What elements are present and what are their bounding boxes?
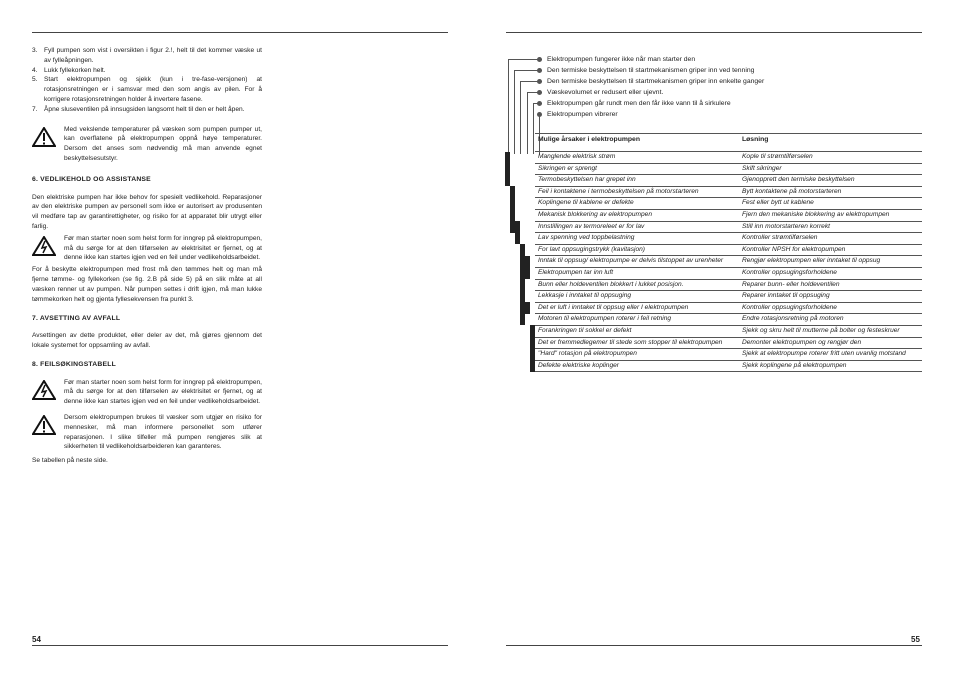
heading-troubleshooting: 8. FEILSØKINGSTABELL bbox=[32, 360, 116, 368]
symptom-item bbox=[540, 109, 764, 120]
symptom-text: Den termiske beskyttelsen til startmekanismen griper inn enkelte ganger bbox=[547, 78, 765, 85]
solution-cell: Reparer inntaket til oppsuging bbox=[739, 291, 922, 303]
list-number: 5. bbox=[32, 76, 38, 84]
electric-hazard-icon bbox=[32, 234, 64, 263]
table-row bbox=[505, 360, 922, 372]
heading-maintenance: 6. VEDLIKEHOLD OG ASSISTANSE bbox=[32, 175, 151, 183]
paragraph-disposal: Avsettingen av dette produktet, eller deler av det, må gjøres gjennom det lokale systemet for oppsamling av avfall. bbox=[32, 332, 262, 349]
table-row bbox=[505, 233, 922, 245]
symptom-marker bbox=[530, 349, 535, 361]
solution-cell: Fest eller bytt ut kablene bbox=[739, 198, 922, 210]
table-row bbox=[505, 349, 922, 361]
table-row bbox=[505, 209, 922, 221]
warning-hazardous-liquids bbox=[32, 413, 262, 452]
warning-text: Med vekslende temperaturer på væsken som pumpen pumper ut, kan overflatene på elektropumpen oppnå høye temperaturer. Dersom det anses som nødvendig må man anvende egnet beskyttelsesutstyr. bbox=[64, 125, 262, 162]
heading-disposal: 7. AVSETTING AV AVFALL bbox=[32, 315, 121, 323]
cause-cell: Koplingene til kablene er defekte bbox=[535, 198, 739, 210]
electric-hazard-icon bbox=[32, 378, 64, 407]
list-item bbox=[32, 66, 262, 76]
paragraph-maintenance: Den elektriske pumpen har ikke behov for spesielt vedlikehold. Reparasjoner av den elektriske pumpen av personell som ikke er autorisert av produsenten vil medføre tap av garantirettigheter, og risiko for at apparatet blir utrygt eller farlig. bbox=[32, 193, 262, 230]
bullet-dot-icon bbox=[537, 57, 542, 62]
cause-cell: Inntak til oppsug/ elektropumpe er delvis tilstoppet av urenheter bbox=[535, 256, 739, 268]
cause-cell: Forankringen til sokkel er defekt bbox=[535, 325, 739, 337]
page-number-left: 54 bbox=[32, 635, 41, 644]
page-number-right: 55 bbox=[911, 635, 920, 644]
column-header-solution: Løsning bbox=[739, 134, 922, 152]
solution-cell: Fjern den mekaniske blokkering av elektropumpen bbox=[739, 209, 922, 221]
table-row bbox=[505, 221, 922, 233]
warning-triangle-icon bbox=[32, 125, 64, 164]
solution-cell: Reparer bunn- eller holdeventilen bbox=[739, 279, 922, 291]
list-text: Fyll pumpen som vist i oversikten i figur 2.!, helt til det kommer væske ut av fylleåpningen. bbox=[44, 47, 262, 64]
symptom-item bbox=[540, 54, 764, 65]
solution-cell: Kontroller strømtilførselen bbox=[739, 233, 922, 245]
cause-cell: "Hard" rotasjon på elektropumpen bbox=[535, 349, 739, 361]
warning-text: Før man starter noen som helst form for inngrep på elektropumpen, må du sørge for at den tilførselen av elektrisitet er fjernet, og at denne ikke kan startes igjen ved en feil under vedlikeholdsarbeidet. bbox=[64, 234, 262, 262]
cause-cell: Mekanisk blokkering av elektropumpen bbox=[535, 209, 739, 221]
list-text: Åpne sluseventilen på innsugsiden langsomt helt til den er helt åpen. bbox=[44, 105, 245, 113]
table-row bbox=[505, 163, 922, 175]
cause-cell: Manglende elektrisk strøm bbox=[535, 152, 739, 164]
top-rule-right bbox=[506, 32, 922, 33]
table-row bbox=[505, 186, 922, 198]
symptom-marker bbox=[530, 360, 535, 372]
table-row bbox=[505, 244, 922, 256]
symptom-marker bbox=[530, 337, 535, 349]
table-header-row bbox=[505, 134, 922, 152]
table-row bbox=[505, 302, 922, 314]
cause-cell: Lav spenning ved toppbelastning bbox=[535, 233, 739, 245]
symptom-text: Elektropumpen fungerer ikke når man starter den bbox=[547, 56, 696, 63]
column-header-cause: Mulige årsaker i elektropumpen bbox=[535, 134, 739, 152]
troubleshooting-table bbox=[505, 133, 922, 372]
solution-cell: Gjenopprett den termiske beskyttelsen bbox=[739, 175, 922, 187]
symptom-marker bbox=[530, 325, 535, 337]
symptom-text: Den termiske beskyttelsen til startmekanismen griper inn ved tenning bbox=[547, 67, 755, 74]
table-row bbox=[505, 291, 922, 303]
solution-cell: Kontroller oppsugingsforholdene bbox=[739, 267, 922, 279]
symptom-item bbox=[540, 76, 764, 87]
solution-cell: Sjekk koplingene på elektropumpen bbox=[739, 360, 922, 372]
symptom-item bbox=[540, 65, 764, 76]
list-number: 4. bbox=[32, 66, 38, 74]
solution-cell: Sjekk og skru helt til mutterne på bolter og festeskruer bbox=[739, 325, 922, 337]
list-item bbox=[32, 75, 262, 104]
table-row bbox=[505, 337, 922, 349]
cause-cell: For lavt oppsugingstrykk (kavitasjon) bbox=[535, 244, 739, 256]
left-column bbox=[32, 46, 262, 466]
cause-cell: Termobeskyttelsen har grepet inn bbox=[535, 175, 739, 187]
cause-cell: Motoren til elektropumpen roterer i feil retning bbox=[535, 314, 739, 326]
cause-cell: Det er fremmedlegemer til stede som stopper til elektropumpen bbox=[535, 337, 739, 349]
paragraph-frost: For å beskytte elektropumpen med frost må den tømmes helt og man må fjerne tømme- og fyllekorken (se fig. 2.B på side 5) på en slik måte at all væsken renner ut av pumpen. Når pumpen settes i drift igjen, må man lukke tømmekorken helt og gjenta fyllesekvensen fra punkt 3. bbox=[32, 266, 262, 303]
list-number: 3. bbox=[32, 47, 38, 54]
bullet-dot-icon bbox=[537, 68, 542, 73]
solution-cell: Bytt kontaktene på motorstarteren bbox=[739, 186, 922, 198]
list-item bbox=[32, 46, 262, 66]
cause-cell: Det er luft i inntaket til oppsug eller I elektropumpen bbox=[535, 302, 739, 314]
cause-cell: Lekkasje i inntaket til oppsuging bbox=[535, 291, 739, 303]
bottom-rule-right bbox=[506, 645, 922, 646]
warning-temperature bbox=[32, 125, 262, 164]
cause-cell: Defekte elektriske koplinger bbox=[535, 360, 739, 372]
warning-text: Dersom elektropumpen brukes til væsker som utgjør en risiko for mennesker, må man informere personellet som utfører reparasjonen. I slike tilfeller må pumpen rengjøres slik at sikkerheten til vedlikeholdsarbeideren kan garanteres. bbox=[64, 413, 262, 451]
solution-cell: Kontroller NPSH for elektropumpen bbox=[739, 244, 922, 256]
list-text: Start elektropumpen og sjekk (kun i tre-fase-versjonen) at rotasjonsretningen er i samsvar med den som angis av pilen. For å korrigere rotasjonsretningen holder å invertere fasene. bbox=[44, 76, 262, 103]
warning-electric-2 bbox=[32, 378, 262, 407]
warning-electric-1 bbox=[32, 234, 262, 263]
solution-cell: Sjekk at elektropumpe roterer fritt uten uvanlig motstand bbox=[739, 349, 922, 361]
table-row bbox=[505, 152, 922, 164]
table-row bbox=[505, 256, 922, 268]
symptom-text: Elektropumpen vibrerer bbox=[547, 111, 618, 118]
cause-cell: Innstillingen av termoreleet er for lav bbox=[535, 221, 739, 233]
solution-cell: Endre rotasjonsretning på motoren bbox=[739, 314, 922, 326]
solution-cell: Rengjør elektropumpen eller inntaket til oppsug bbox=[739, 256, 922, 268]
paragraph-see-table: Se tabellen på neste side. bbox=[32, 457, 108, 465]
list-text: Lukk fyllekorken helt. bbox=[44, 66, 106, 74]
list-item bbox=[32, 105, 262, 115]
table-row bbox=[505, 314, 922, 326]
solution-cell: Kople til strømtilførselen bbox=[739, 152, 922, 164]
table-row bbox=[505, 279, 922, 291]
cause-cell: Bunn eller holdeventilen blokkert i lukket posisjon. bbox=[535, 279, 739, 291]
cause-cell: Elektropumpen tar inn luft bbox=[535, 267, 739, 279]
table-row bbox=[505, 198, 922, 210]
symptom-text: Elektropumpen går rundt men den får ikke vann til å sirkulere bbox=[547, 100, 731, 107]
symptom-item bbox=[540, 87, 764, 98]
top-rule-left bbox=[32, 32, 448, 33]
cause-cell: Sikringen er sprengt bbox=[535, 163, 739, 175]
bullet-dot-icon bbox=[537, 90, 542, 95]
symptom-list bbox=[540, 54, 764, 120]
bullet-dot-icon bbox=[537, 112, 542, 117]
symptom-item bbox=[540, 98, 764, 109]
warning-triangle-icon bbox=[32, 413, 64, 452]
procedure-list bbox=[32, 46, 262, 115]
solution-cell: Kontroller oppsugingsforholdene bbox=[739, 302, 922, 314]
warning-text: Før man starter noen som helst form for inngrep på elektropumpen, må du sørge for at den tilførselen av elektrisitet er fjernet, og at denne ikke kan startes igjen ved en feil under vedlikeholdsarbeidet. bbox=[64, 378, 262, 406]
solution-cell: Skift sikringer bbox=[739, 163, 922, 175]
bullet-dot-icon bbox=[537, 101, 542, 106]
list-number: 7. bbox=[32, 105, 38, 113]
symptom-text: Væskevolumet er redusert eller ujevnt. bbox=[547, 89, 664, 96]
solution-cell: Demonter elektropumpen og rengjør den bbox=[739, 337, 922, 349]
table-row bbox=[505, 325, 922, 337]
bottom-rule-left bbox=[32, 645, 448, 646]
table-row bbox=[505, 175, 922, 187]
bullet-dot-icon bbox=[537, 79, 542, 84]
cause-cell: Feil i kontaktene i termobeskyttelsen på motorstarteren bbox=[535, 186, 739, 198]
solution-cell: Still inn motorstarteren korrekt bbox=[739, 221, 922, 233]
table-row bbox=[505, 267, 922, 279]
